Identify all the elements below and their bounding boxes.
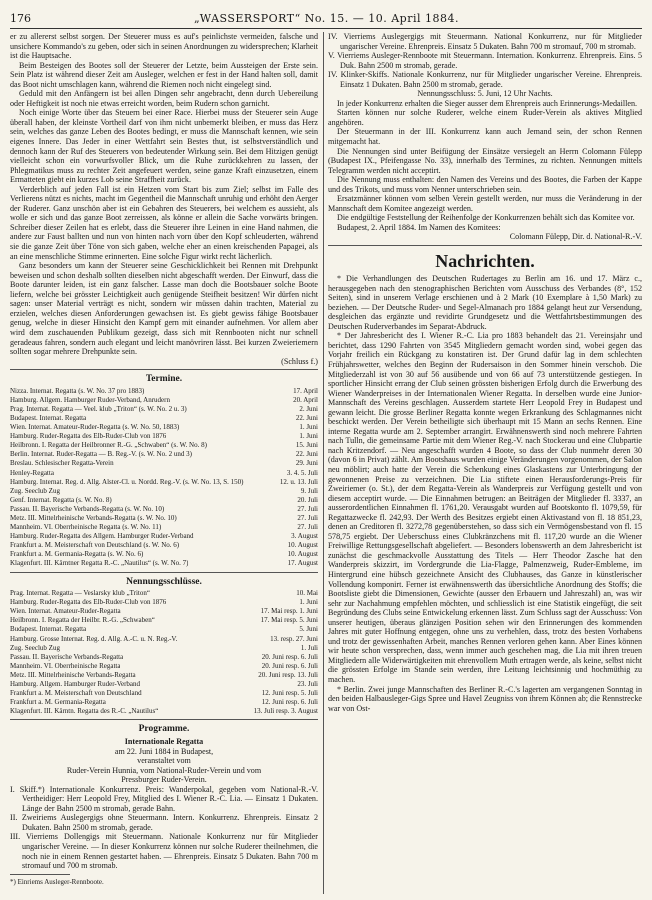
nennungsschluss-row-event: Hamburg. Allgem. Hamburger Ruder-Verband (10, 680, 141, 689)
nennungsschluss-row-event: Mannheim. VI. Oberrheinische Regatta (10, 661, 121, 670)
programme-heading: Programme. (138, 724, 190, 735)
termine-row-event: Nizza. Internat. Regatta (s. W. No. 37 pro 1883) (10, 386, 145, 395)
nennungsschluss-row (10, 653, 318, 662)
termine-row-event: Breslau. Schlesischer Regatta-Verein (10, 459, 114, 468)
column-divider (323, 32, 324, 894)
section-rule (10, 719, 318, 720)
termine-row-event: Zug. Seeclub Zug (10, 486, 60, 495)
programme-item: III. Vierriems Dollengigs mit Steuermann. Nationale Konkurrenz nur für Mitglieder ungarischer Vereine. — In dieser Konkurrenz können nur solche Ruderer theilnehmen, die noch nie in einem Rennen gestartet haben. — Ehrenpreis. Einsatz 5 Dukaten. Bahn 700 m stromauf und 700 m stromab. (10, 832, 318, 871)
signature-name: Colomann Fülepp, Dir. d. National-R.-V. (509, 232, 642, 242)
termine-row (10, 459, 318, 468)
page-header (10, 10, 642, 28)
programme-item: V. Vierriems Ausleger-Rennboote mit Steuermann. Internation. Konkurrenz. Ehrenpreis. Eins. 5 Duk. Bahn 2500 m stromab, gerade. (328, 51, 642, 70)
termine-row-event: Mannheim. VI. Oberrheinische Regatta (s. W. No. 11) (10, 523, 162, 532)
nennungsschluss-row (10, 662, 318, 671)
paragraph: Der Steuermann in der III. Konkurrenz kann auch Jemand sein, der schon Rennen mitgemacht hat. (328, 127, 642, 147)
termine-row-date: 27. Juli (297, 504, 318, 513)
nennungsschluss-row-date: 10. Mai (296, 589, 318, 598)
termine-row-date: 29. Juni (295, 459, 318, 468)
nennungsschluss-row-date: 12. Juni resp. 5. Juli (261, 689, 318, 698)
termine-row (10, 405, 318, 414)
termine-row-date: 17. August (287, 559, 318, 568)
termine-row-event: Hamburg. Allgem. Hamburger Ruder-Verband, Anrudern (10, 395, 170, 404)
nennungsschluss-row-date: 1. Juli (300, 643, 318, 652)
programme-item: IV. Vierriems Auslegergigs mit Steuermann. National Konkurrenz, nur für Mitglieder ungarischer Vereine. Ehrenpreis. Einsatz 5 Dukaten. Bahn 700 m stromauf, 700 m stromab. (328, 32, 642, 51)
termine-row (10, 478, 318, 487)
termine-row-event: Berlin. Internat. Ruder-Regatta — B. Reg.-V. (s. W. No. 2 und 3) (10, 450, 192, 459)
nennungsschluss-row-event: Prag. Internat. Regatta — Veslarsky klub „Triton“ (10, 589, 150, 598)
programme-item: IV. Klinker-Skiffs. Nationale Konkurrenz, nur für Mitglieder ungarischer Vereine. Ehrenpreis. Einsatz 1 Dukaten. Bahn 2500 m stromab, gerade. (328, 70, 642, 89)
nachrichten-heading: Nachrichten. (435, 251, 535, 272)
paragraph: Noch einige Worte über das Steuern bei einer Race. Hierbei muss der Steuerer sein Auge überall haben, der kleinste Vortheil darf von ihm nicht unbemerkt bleiben, er muss das Herz sein, welches das ganze Leben des Bootes bedingt, er muss die Mannschaft kennen, wie sein eigenes Innere. Das Jeder in einer Wettfahrt sein Bestes thut, ist selbstverständlich und dennoch kann der Ruf des Steuerers von bedeutender Wirkung sein. Bei dem Hitzigen genügt vielleicht schon ein vorwurfsvoller Blick, um die Ruhe zurückkehren zu lassen, der Phlegmatikus muss zu rechter Zeit angefeuert werden, seine ganze Kraft einzusetzen, einem Ermatteten giebt ein kurzes Lob seine Straffheit zurück. (10, 108, 318, 185)
paragraph: Ganz besonders um kann der Steuerer seine Geschicklichkeit bei Rennen mit Drehpunkt beweisen und schon deshalb sollten dieselben nicht abgeschafft werden. Der Einwurf, dass die Boote darunter leiden, ist ein ganz falscher. Lasse man doch die Bootsbauer solche Boote liefern, welche bei grösster Leichtigkeit auch genügende Steifheit besitzen! Wir dürfen nicht sagen: unser Material verträgt es nicht, sondern wir müssen dahin trachten, Material zu erzielen, welches diesen Anforderungen gewachsen ist. Es giebt gewiss fähige Bootsbauer genug, welche in dieser Hinsicht den Kampf gern mit einander aufnehmen. Vor allem aber wird dem zuschauenden Publikum gezeigt, dass sich mit Rennbooten nicht nur schnell geradeaus fahren, sondern auch elegant und leicht manövriren lässt. Bei kurzen Zweieriemern sollten sogar mehrere Drehpunkte sein. (10, 261, 318, 357)
nennungsschluss-row-event: Metz. III. Mittelrheinische Verbands-Regatta (10, 670, 136, 679)
article-body (10, 32, 318, 366)
termine-row-event: Prag. Internat. Regatta — Veel. klub „Triton“ (s. W. No. 2 u. 3) (10, 404, 187, 413)
termine-row-event: Budapest. Internat. Regatta (10, 413, 87, 422)
termine-row-event: Heilbronn. I. Regatta der Heilbronner R.-G. „Schwaben“ (s. W. No. 8) (10, 441, 207, 450)
paragraph: er zu allererst selbst sorgen. Der Steuerer muss es auf's peinlichste vermeiden, falsche und unsichere Kommando's zu geben, oder sich in seinen Anordnungen zu widersprechen; Klarheit ist die Hauptsache. (10, 32, 318, 61)
nennungsschluss-line: Nennungsschluss: 5. Juni, 12 Uhr Nachts. (417, 89, 553, 99)
termine-row-date: 20. April (293, 395, 318, 404)
termine-row-event: Wien. Internat. Amateur-Ruder-Regatta (s. W. No. 50, 1883) (10, 423, 180, 432)
nennungsschluss-row-date: 12. Juni resp. 6. Juli (261, 698, 318, 707)
nennungsschluss-row-date: 13. Juli resp. 3. August (253, 707, 318, 716)
news-item: * Berlin. Zwei junge Mannschaften des Berliner R.-C.'s lagerten am vergangenen Sonntag in den beiden Halbausleger-Gigs Spree und Havel Zeugniss von ihrem Können ab; die Rennstrecke war von Ost- (328, 684, 642, 713)
termine-row-date: 27. Juli (297, 523, 318, 532)
termine-row (10, 514, 318, 523)
nennungsschluss-row-event: Wien. Internat. Amateur-Ruder-Regatta (10, 607, 121, 616)
termine-row-event: Hamburg. Ruder-Regatta des Elb-Ruder-Club von 1876 (10, 432, 167, 441)
termine-row (10, 441, 318, 450)
nennungsschluss-row (10, 598, 318, 607)
nennungsschluss-row-date: 20. Juni resp. 6. Juli (261, 652, 318, 661)
nennungsschluss-row-event: Budapest. Internat. Regatta (10, 625, 87, 634)
termine-row-date: 22. Juni (295, 450, 318, 459)
nennungsschluss-row-event: Hamburg. Grosse Internat. Reg. d. Allg. A.-C. u. N. Reg.-V. (10, 634, 178, 643)
paragraph: Starten können nur solche Ruderer, welche einem Ruder-Verein als aktives Mitglied angehören. (328, 108, 642, 127)
termine-row (10, 523, 318, 532)
section-rule (10, 572, 318, 573)
nennungsschluss-row-date: 13. resp. 27. Juni (270, 634, 318, 643)
termine-row (10, 532, 318, 541)
programme-date: am 22. Juni 1884 in Budapest, (114, 746, 214, 756)
masthead-title: „WASSERSPORT“ No. 15. — 10. April 1884. (194, 12, 459, 25)
termine-row-date: 15. Juni (295, 441, 318, 450)
nennungsschluss-row-date: 20. Juni resp. 13. Juli (258, 670, 318, 679)
nennungsschluss-row (10, 589, 318, 598)
programme-item: II. Zweiriems Auslegergigs ohne Steuermann. Intern. Konkurrenz. Ehrenpreis. Einsatz 2 Dukaten. Bahn 2500 m stromab, gerade. (10, 813, 318, 832)
news-item: * Die Verhandlungen des Deutschen Rudertages zu Berlin am 16. und 17. März c., herausgegeben nach den stenographischen Berichten vom Ausschuss des Verbandes (8°, 152 Seiten), sind in unserem Verlage erschienen und à 2 Mark (10 Exemplare à 1,50 Mark) zu beziehen. — Der Deutsche Ruder- und Segel-Almanach pro 1884 gelangt heut zur Versendung, desgleichen das ergänzte und revidirte Grundgesetz und die Wettfahrtsbestimmungen des Deutschen Ruderverbandes im Separat-Abdruck. (328, 274, 642, 331)
nennungsschluss-row-event: Passau. II. Bayerische Verbands-Regatta (10, 652, 124, 661)
termine-row-event: Hamburg. Ruder-Regatta des Allgem. Hamburger Ruder-Verband (10, 532, 194, 541)
termine-row-date: 2. Juni (299, 404, 318, 413)
section-rule (328, 245, 642, 246)
paragraph: Beim Besteigen des Bootes soll der Steuerer der Letzte, beim Aussteigen der Erste sein. Sein Platz ist während dieser Zeit am Ausleger, welchen er fest in der Hand halten soll, damit das Boot nicht umschlagen kann, während die Riemen noch nicht eingelegt sind. (10, 60, 318, 89)
termine-row-date: 3. August (291, 532, 318, 541)
termine-row-date: 17. April (293, 386, 318, 395)
continuation-note: (Schluss f.) (281, 356, 318, 366)
termine-row-event: Klagenfurt. III. Kärntner Regatta R.-C. „Nautilus“ (s. W. No. 7) (10, 559, 189, 568)
termine-row-date: 20. Juli (297, 495, 318, 504)
paragraph: Die Nennung muss enthalten: den Namen des Vereins und des Bootes, die Farben der Kappe und des Trikots, und muss vom Nenner unterschrieben sein. (328, 175, 642, 194)
nennungsschluss-row (10, 680, 318, 689)
nennungsschluss-row-date: 17. Mai resp. 1. Juni (260, 607, 318, 616)
nennungsschluss-row-event: Frankfurt a. M. Germania-Regatta (10, 698, 106, 707)
nennungsschluss-row-date: 23. Juli (297, 680, 318, 689)
termine-row-event: Frankfurt a. M. Germania-Regatta (s. W. No. 6) (10, 550, 144, 559)
nennungsschluss-row (10, 635, 318, 644)
nennungsschluss-row (10, 607, 318, 616)
termine-row-date: 12. u. 13. Juli (279, 477, 318, 486)
termine-row-event: Henley-Regatta (10, 468, 54, 477)
nennungsschluss-row (10, 689, 318, 698)
termine-row-date: 1. Juni (299, 432, 318, 441)
footnote-rule (10, 874, 70, 875)
programme-subtitle: Internationale Regatta (124, 736, 204, 746)
termine-row (10, 387, 318, 396)
termine-row-date: 27. Juli (297, 514, 318, 522)
nennungsschluss-row (10, 698, 318, 707)
programme-item: I. Skiff.*) Internationale Konkurrenz. Preis: Wanderpokal, gegeben vom National-R.-V. Vertheidiger: Herr Leopold Frey, Mitglied des I. Wiener R.-C. Lia. — Einsatz 1 Dukaten. Länge der Bahn 2500 m stromab, gerade Bahn. (10, 784, 318, 813)
nennungsschluesse-heading: Nennungsschlüsse. (126, 576, 202, 587)
paragraph: Die Nennungen sind unter Beifügung der Einsätze versiegelt an Herrn Colomann Fülepp (Budapest IX., Pfeifengasse No. 33), innerhalb des Termines, zu richten. Nennungen mittels Telegramm werden nicht acceptirt. (328, 146, 642, 175)
section-rule (10, 369, 318, 370)
termine-row (10, 396, 318, 405)
termine-heading: Termine. (145, 374, 183, 385)
termine-row-event: Metz. III. Mittelrheinische Verbands-Regatta (s. W. No. 10) (10, 514, 177, 522)
termine-row-event: Hamburg. Internat. Reg. d. Allg. Alster-Cl. u. Nordd. Reg.-V. (s. W. No. 13, S. 150) (10, 477, 244, 486)
paragraph: Ersatzmänner können vom selben Verein gestellt werden, nur muss die Veränderung in der Mannschaft dem Komitee angezeigt werden. (328, 194, 642, 213)
nennungsschluss-row-event: Heilbronn. I. Regatta der Heilbr. R.-G. „Schwaben“ (10, 616, 155, 625)
nennungsschluss-row-event: Zug. Seeclub Zug (10, 643, 60, 652)
left-column (10, 32, 318, 894)
nennungsschluss-row (10, 707, 318, 716)
termine-row-date: 3. 4. 5. Juli (286, 468, 318, 477)
nennungsschluss-row-event: Hamburg. Ruder-Regatta des Elb-Ruder-Club von 1876 (10, 598, 167, 607)
nennungsschluss-row (10, 644, 318, 653)
termine-row (10, 496, 318, 505)
termine-list (10, 387, 318, 569)
paragraph: Geduld mit den Anfängern ist bei allen Dingen sehr angebracht, denn durch Uebereilung oder Heftigkeit ist noch nie etwas erreicht worden, beim Rudern schon garnicht. (10, 89, 318, 108)
termine-row (10, 450, 318, 459)
right-column (328, 32, 642, 894)
termine-row-event: Passau. II. Bayerische Verbands-Regatta (s. W. No. 10) (10, 504, 165, 513)
programme-organizers: Ruder-Verein Hunnia, vom National-Ruder-Verein und vom (66, 765, 262, 775)
nennungsschluss-row-event: Klagenfurt. III. Kärntn. Regatta des R.-C. „Nautilus“ (10, 707, 159, 716)
programme-organizers-2: Pressburger Ruder-Verein. (121, 775, 207, 785)
termine-row (10, 487, 318, 496)
nennungsschluss-row-event: Frankfurt a. M. Meisterschaft von Deutschland (10, 689, 142, 698)
paragraph: Verderblich auf jeden Fall ist ein Hetzen vom Start bis zum Ziel; selbst im Falle des Verlierens nützt es nichts, macht im Gegentheil die Mannschaft unruhig und erhöht den Aerger der Ruderer. Ganz unschön aber ist ein Gebahren des Steuerers, bei welchem es aussieht, als wolle er sich und das ganze Boot zerreissen, als könne er allein die Sache vorwärts bringen. Schreiber dieser Zeilen hat es erlebt, dass die Steuerer ihre Leinen in eine Hand nahmen, die andere zur Faust ballten und nun von hinten nach vorn über den Kopf schleuderten, während sie die ganze Zeit über Töne von sich gaben, welche eher an einen kreischenden Papagei, als an eine menschliche Stimme erinnerten. Eine solche Figur wirkt recht lächerlich. (10, 184, 318, 261)
nennungsschluss-row (10, 616, 318, 625)
termine-row (10, 541, 318, 550)
nennungsschluss-row (10, 625, 318, 634)
nennungsschluss-row-date: 5. Juni (299, 625, 318, 634)
termine-row (10, 423, 318, 432)
nennungsschluesse-list (10, 589, 318, 716)
termine-row-date: 1. Juni (299, 423, 318, 432)
termine-row (10, 550, 318, 559)
paragraph: Die endgültige Feststellung der Reihenfolge der Konkurrenzen behält sich das Komitee vor. (337, 213, 635, 223)
termine-row-date: 22. Juni (295, 413, 318, 422)
header-spacer (622, 10, 642, 28)
paragraph: In jeder Konkurrenz erhalten die Sieger ausser dem Ehrenpreis auch Erinnerungs-Medaillen. (337, 98, 638, 108)
header-rule (10, 28, 642, 29)
signature-line: Budapest, 2. April 1884. Im Namen des Komitees: (337, 222, 501, 232)
footnote: *) Einriems Ausleger-Rennboote. (10, 877, 104, 886)
termine-row (10, 559, 318, 568)
nennungsschluss-row-date: 17. Mai resp. 5. Juni (260, 616, 318, 625)
termine-row-date: 10. August (287, 550, 318, 559)
termine-row-date: 9. Juli (300, 486, 318, 495)
nennungsschluss-row (10, 671, 318, 680)
termine-row (10, 432, 318, 441)
page-number: 176 (10, 12, 31, 25)
termine-row (10, 469, 318, 478)
termine-row (10, 505, 318, 514)
nennungsschluss-row-date: 20. Juni resp. 6. Juli (261, 661, 318, 670)
nennungsschluss-row-date: 1. Juni (299, 598, 318, 607)
termine-row-date: 10. August (287, 541, 318, 550)
news-item: * Der Jahresbericht des I. Wiener R.-C. Lia pro 1883 behandelt das 21. Vereinsjahr und berichtet, dass 1290 Fahrten von 3545 Mitgliedern gemacht worden sind, wobei gegen das Vorjahr freilich ein Rückgang zu konstatiren ist. Der Grund dafür lag in dem schlechten Frühjahrswetter, welches den Beginn der Rudersaison in den Sommer hinein verschob. Die Mitgliederzahl ist von 30 auf 56 ausübende und von 66 auf 73 unterstützende gestiegen. In sportlicher Hinsicht errang der Club seinen grössten bisherigen Erfolg durch die Erwerbung des Wiener Wanderpreises in der Internationalen Wiener Regatta. In derselben wurde eine Junior-Mannschaft des Vereins geschlagen. Ausserdem startete Herr Leopold Frey in Budapest und gewann leicht. Die grosse Berliner Regatta konnte wegen Erkrankung des Schlagmannes nicht beschickt werden. Der Verein betheiligte sich überhaupt mit 15 Mann an sechs Rennen. Eine interne Regatta wurde am 2. September arrangirt. Erwähnenswerth sind noch mehrere Fahrten nach Tulln, die gemeinsame Partie mit dem Wiener Reg.-V. nach Stockerau und eine Clubpartie nach Kritzendorf. — Neu angeschafft wurden 4 Boote, so dass der Club nunmehr deren 30 (davon 6 in Privat) zählt. Am Bootshaus wurden einige Veränderungen vorgenommen, der Salon neu möblirt; auch hatte der Verein die Schenkung eines Glaskastens zur Unterbringung der gewonnenen Preise zu verzeichnen. Die Lia stiftete einen Herausforderungs-Preis für Zweiriemer (o. St.), der dem Regatta-Verein als Wanderpreis zur Verfügung gestellt und von diesem acceptirt wurde. — Die Einnahmen betrugen: an Beiträgen der Mitglieder fl. 3337, an ausserordentlichen Einnahmen fl. 1761,20. Verausgabt wurden auf Bootskonto fl. 1079,59, für Regattazwecke fl. 242,93. Der Werth des Besitzes ergiebt einen Aktivastand von fl. 18 851,23, denen an Creditoren fl. 3272,78 gegenüberstehen, so dass sich ein Vermögensbestand von fl. 15 578,75 ergiebt. Der Ueberschuss eines Clubkränzchens mit fl. 117,20 wurde an die Wiener Freiwillige Rettungsgesellschaft abgeliefert. — Besonders lobenswerth an dem Jahresbericht ist zunächst die geschmackvolle Ausstattung des Titels — Herr Theodor Zasche hat den Wanderpreis skizzirt, im Vordergrunde die Lia-Flagge, Palmenzweig, Ruder-Embleme, im Hintergrund eine hübsch gezeichnete Ansicht des Clubhauses, das Ganze in künstlerischer Vollendung komponirt. Ferner ist erwähnenswerth das übersichtliche Anordnung des Stoffs; die Bootsliste giebt die Dimensionen, Gewichte (ausser den Erbauern und Jahreszahl) an, was wir sehr zur Nachahmung empfehlen möchten, und schliesslich ist eine Statistik eingefügt, die seit Begründung des Clubs seine Entwickelung erkennen lässt. Zum Schluss sagt der Ausschuss: Von unserer heutigen, überaus glänzigen Position sehen wir den Erinnerungen des kommenden Jahres mit guter Hoffnung entgegen, ohne uns zu verhehlen, dass, trotz des besten Vorhabens und trotz der gewissenhaften Arbeit, manches Rennen verloren gehen kann. Aber Eines können wir heute schon versprechen, dass, wenn immer auch geschehen mag, die Lia mit ihren treuen Mitgliedern alle Widerwärtigkeiten mit ehrenvollem Muth ertragen werde, als keine, selbst nicht die grössten Erfolge im Stande sein werden, ihre Leitung leichtsinnig und hochmüthig zu machen. (328, 331, 642, 684)
termine-row-event: Genf. Internat. Regatta (s. W. No. 8) (10, 495, 112, 504)
termine-row-event: Frankfurt a. M. Meisterschaft von Deutschland (s. W. No. 6) (10, 541, 180, 550)
programme-organizer-intro: veranstaltet vom (137, 756, 191, 766)
termine-row (10, 414, 318, 423)
